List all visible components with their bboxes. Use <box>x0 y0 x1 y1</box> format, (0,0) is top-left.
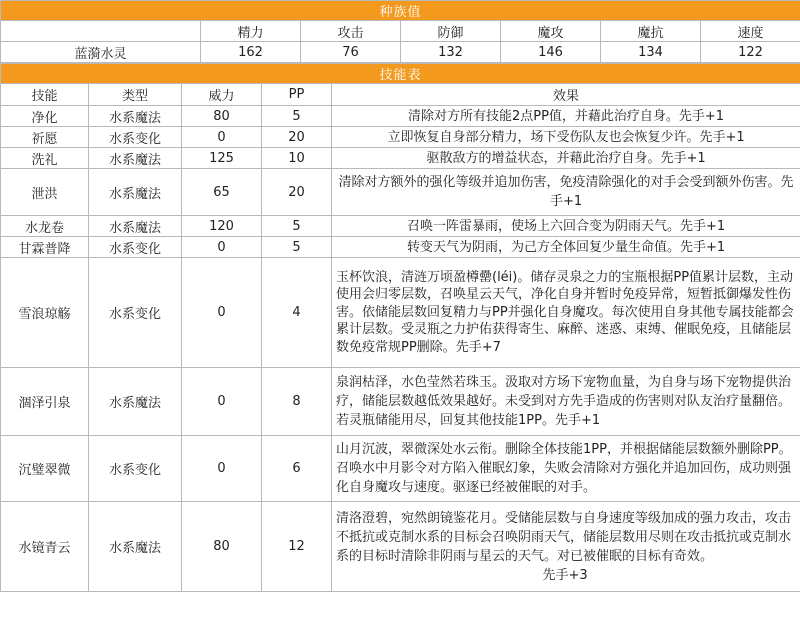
skill-power: 0 <box>182 127 262 148</box>
skills-header-pp: PP <box>262 84 332 106</box>
skill-name: 水镜青云 <box>1 502 89 592</box>
skill-effect: 山月沉波，翠微深处水云衔。删除全体技能1PP，并根据储能层数额外删除PP。召唤水中月影令对方陷入催眠幻象，失败会清除对方强化并追加回伤，成功则强化自身魔攻与速度。驱逐已经被催眠的对手。 <box>332 436 800 502</box>
skill-power: 125 <box>182 148 262 169</box>
skill-name: 水龙卷 <box>1 216 89 237</box>
skill-effect: 清除对方额外的强化等级并追加伤害，免疫清除强化的对手会受到额外伤害。先手+1 <box>332 169 800 216</box>
stats-header-speed: 速度 <box>701 21 800 42</box>
table-row <box>1 237 800 258</box>
skills-title: 技能表 <box>1 64 800 84</box>
skill-effect: 召唤一阵雷暴雨，使场上六回合变为阴雨天气。先手+1 <box>332 216 800 237</box>
skill-power: 65 <box>182 169 262 216</box>
skill-power: 120 <box>182 216 262 237</box>
skills-header-effect: 效果 <box>332 84 800 106</box>
skills-header-name: 技能 <box>1 84 89 106</box>
skill-effect <box>332 258 800 368</box>
skill-pp: 8 <box>262 368 332 436</box>
stat-atk: 76 <box>301 42 401 63</box>
skill-name: 雪浪琼觞 <box>1 258 89 368</box>
stat-spdef: 134 <box>601 42 701 63</box>
table-row <box>1 169 800 216</box>
skill-name: 泄洪 <box>1 169 89 216</box>
skill-name: 洗礼 <box>1 148 89 169</box>
skill-pp: 12 <box>262 502 332 592</box>
stat-spatk: 146 <box>501 42 601 63</box>
stat-def: 132 <box>401 42 501 63</box>
skill-pp: 6 <box>262 436 332 502</box>
skill-pp: 10 <box>262 148 332 169</box>
skill-type: 水系变化 <box>89 127 182 148</box>
skill-power: 80 <box>182 106 262 127</box>
skill-pp: 20 <box>262 169 332 216</box>
skill-type: 水系魔法 <box>89 169 182 216</box>
skill-power: 0 <box>182 436 262 502</box>
skill-power: 0 <box>182 368 262 436</box>
stats-header-spdef: 魔抗 <box>601 21 701 42</box>
skill-type: 水系魔法 <box>89 502 182 592</box>
skill-pp: 5 <box>262 237 332 258</box>
skill-power: 0 <box>182 258 262 368</box>
pet-name: 蓝漪水灵 <box>1 42 201 63</box>
skills-table <box>0 63 800 592</box>
skill-type: 水系变化 <box>89 237 182 258</box>
skill-effect-priority: 先手+3 <box>542 567 588 583</box>
skill-effect: 泉润枯泽，水色莹然若珠玉。汲取对方场下宠物血量，为自身与场下宠物提供治疗，储能层数越低效果越好。未受到对方先手造成的伤害则对队友治疗量翻倍。若灵瓶储能用尽，回复其他技能1PP。先手+1 <box>332 368 800 436</box>
table-row <box>1 216 800 237</box>
skill-power: 0 <box>182 237 262 258</box>
stats-blank-header <box>1 21 201 42</box>
skill-effect: 立即恢复自身部分精力，场下受伤队友也会恢复少许。先手+1 <box>332 127 800 148</box>
table-row <box>1 148 800 169</box>
table-row <box>1 436 800 502</box>
table-row <box>1 502 800 592</box>
skill-pp: 4 <box>262 258 332 368</box>
skill-effect-text: 清洛澄碧，宛然朗镜鉴花月。受储能层数与自身速度等级加成的强力攻击，攻击不抵抗或克制水系的目标会召唤阴雨天气，储能层数用尽则在攻击抵抗或克制水系的目标时清除非阴雨与星云的天气。对已被催眠的目标有奇效。 <box>336 510 792 564</box>
stats-header-spatk: 魔攻 <box>501 21 601 42</box>
skill-type: 水系魔法 <box>89 148 182 169</box>
skill-name: 沉璧翠微 <box>1 436 89 502</box>
skill-name: 祈愿 <box>1 127 89 148</box>
skills-header-power: 威力 <box>182 84 262 106</box>
skill-effect-priority: 先手+7 <box>455 339 501 355</box>
table-row <box>1 368 800 436</box>
table-row <box>1 106 800 127</box>
stat-hp: 162 <box>201 42 301 63</box>
skill-type: 水系魔法 <box>89 106 182 127</box>
skill-pp: 5 <box>262 106 332 127</box>
skill-name: 涸泽引泉 <box>1 368 89 436</box>
skill-type: 水系变化 <box>89 258 182 368</box>
skill-type: 水系魔法 <box>89 216 182 237</box>
skill-effect: 驱散敌方的增益状态，并藉此治疗自身。先手+1 <box>332 148 800 169</box>
skill-type: 水系变化 <box>89 436 182 502</box>
table-row <box>1 127 800 148</box>
skill-effect: 清除对方所有技能2点PP值，并藉此治疗自身。先手+1 <box>332 106 800 127</box>
skill-name: 甘霖普降 <box>1 237 89 258</box>
skill-effect-text: 玉杯饮浪，清涟万顷盈樽罍(léi)。储存灵泉之力的宝瓶根据PP值累计层数，主动使用会归零层数，召唤星云天气，净化自身并暂时免疫异常，短暂抵御爆发性伤害。依储能层数回复精力与PP并强化自身魔攻。每次使用自身其他专属技能都会累计层数。受灵瓶之力护佑获得寄生、麻醉、迷惑、束缚、催眠免疫，且储能层数免疫常规PP删除。 <box>336 269 794 355</box>
stats-title: 种族值 <box>1 1 800 21</box>
stats-table <box>0 0 800 63</box>
table-row <box>1 258 800 368</box>
stats-header-hp: 精力 <box>201 21 301 42</box>
skills-header-type: 类型 <box>89 84 182 106</box>
stats-header-def: 防御 <box>401 21 501 42</box>
skill-effect <box>332 502 800 592</box>
skill-type: 水系魔法 <box>89 368 182 436</box>
skill-pp: 20 <box>262 127 332 148</box>
skill-pp: 5 <box>262 216 332 237</box>
stat-speed: 122 <box>701 42 800 63</box>
skill-name: 净化 <box>1 106 89 127</box>
stats-header-atk: 攻击 <box>301 21 401 42</box>
skill-effect: 转变天气为阴雨，为己方全体回复少量生命值。先手+1 <box>332 237 800 258</box>
skill-power: 80 <box>182 502 262 592</box>
